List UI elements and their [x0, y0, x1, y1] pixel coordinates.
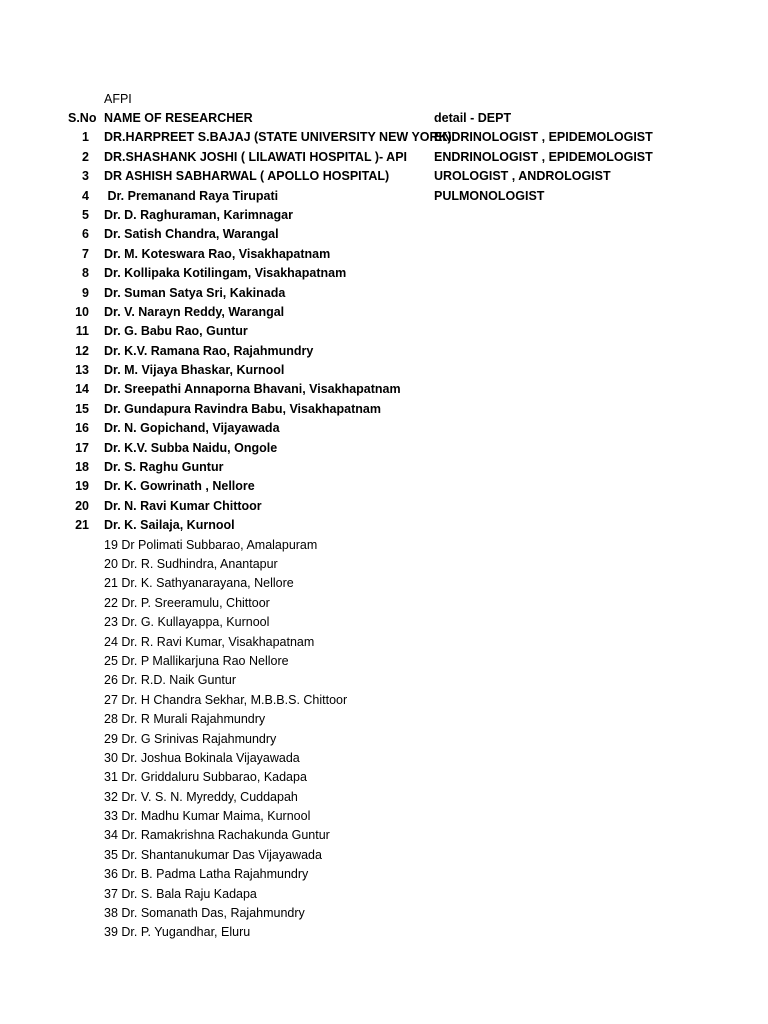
table-row: [0, 128, 768, 147]
row-number: 4: [82, 188, 89, 203]
list-item: [0, 865, 768, 884]
researcher-name: DR ASHISH SABHARWAL ( APOLLO HOSPITAL): [104, 169, 390, 184]
table-row: [0, 206, 768, 225]
researcher-name: Dr. Sreepathi Annaporna Bhavani, Visakhapatnam: [104, 382, 401, 397]
table-row: [0, 458, 768, 477]
list-item: [0, 671, 768, 690]
researcher-name: Dr. S. Raghu Guntur: [104, 460, 224, 475]
researcher-entry: 34 Dr. Ramakrishna Rachakunda Guntur: [104, 828, 330, 843]
researcher-entry: 26 Dr. R.D. Naik Guntur: [104, 673, 236, 688]
row-number: 3: [82, 169, 89, 184]
list-item: [0, 846, 768, 865]
researcher-entry: 35 Dr. Shantanukumar Das Vijayawada: [104, 847, 322, 862]
researcher-entry: 19 Dr Polimati Subbarao, Amalapuram: [104, 537, 318, 552]
row-number: 7: [82, 246, 89, 261]
researcher-dept: ENDRINOLOGIST , EPIDEMOLOGIST: [434, 130, 653, 145]
table-row: [0, 225, 768, 244]
table-row: [0, 497, 768, 516]
researcher-entry: 29 Dr. G Srinivas Rajahmundry: [104, 731, 277, 746]
row-number: 11: [75, 324, 89, 339]
list-item: [0, 613, 768, 632]
list-item: [0, 904, 768, 923]
table-row: [0, 516, 768, 535]
researcher-entry: 39 Dr. P. Yugandhar, Eluru: [104, 925, 251, 940]
row-number: 8: [82, 266, 89, 281]
researcher-dept: ENDRINOLOGIST , EPIDEMOLOGIST: [434, 149, 653, 164]
researcher-entry: 28 Dr. R Murali Rajahmundry: [104, 712, 266, 727]
header-name: NAME OF RESEARCHER: [104, 111, 253, 125]
researcher-name: Dr. N. Ravi Kumar Chittoor: [104, 498, 262, 513]
list-item: [0, 652, 768, 671]
row-number: 15: [75, 401, 89, 416]
row-number: 21: [75, 518, 89, 533]
researcher-entry: 21 Dr. K. Sathyanarayana, Nellore: [104, 576, 294, 591]
researcher-name: DR.HARPREET S.BAJAJ (STATE UNIVERSITY NEW YORK): [104, 130, 452, 145]
researcher-entry: 20 Dr. R. Sudhindra, Anantapur: [104, 556, 278, 571]
list-item: [0, 788, 768, 807]
list-item: [0, 555, 768, 574]
researcher-entry: 37 Dr. S. Bala Raju Kadapa: [104, 886, 257, 901]
row-number: 17: [75, 440, 89, 455]
list-item: [0, 749, 768, 768]
table-row: [0, 322, 768, 341]
list-item: [0, 691, 768, 710]
list-item: [0, 574, 768, 593]
table-row: [0, 439, 768, 458]
researcher-entry: 32 Dr. V. S. N. Myreddy, Cuddapah: [104, 789, 298, 804]
researcher-entry: 30 Dr. Joshua Bokinala Vijayawada: [104, 750, 300, 765]
row-number: 1: [82, 130, 89, 145]
list-item: [0, 807, 768, 826]
researcher-name: Dr. K. Sailaja, Kurnool: [104, 518, 235, 533]
row-number: 19: [75, 479, 89, 494]
row-number: 10: [75, 304, 89, 319]
table-row: [0, 245, 768, 264]
table-row: [0, 342, 768, 361]
row-number: 18: [75, 460, 89, 475]
researcher-name: Dr. D. Raghuraman, Karimnagar: [104, 207, 293, 222]
researcher-dept: PULMONOLOGIST: [434, 188, 545, 203]
list-item: [0, 594, 768, 613]
researcher-name: Dr. V. Narayn Reddy, Warangal: [104, 304, 285, 319]
researcher-name: Dr. Kollipaka Kotilingam, Visakhapatnam: [104, 266, 347, 281]
list-item: [0, 768, 768, 787]
list-item: [0, 730, 768, 749]
researcher-name: Dr. K.V. Ramana Rao, Rajahmundry: [104, 343, 314, 358]
table-row: [0, 400, 768, 419]
header-row: [0, 109, 768, 128]
researcher-entry: 24 Dr. R. Ravi Kumar, Visakhapatnam: [104, 634, 315, 649]
researcher-entry: 38 Dr. Somanath Das, Rajahmundry: [104, 906, 305, 921]
table-row: [0, 303, 768, 322]
researcher-name: Dr. K. Gowrinath , Nellore: [104, 479, 255, 494]
row-number: 5: [82, 207, 89, 222]
table-row: [0, 187, 768, 206]
researcher-name: Dr. K.V. Subba Naidu, Ongole: [104, 440, 278, 455]
header-sno: S.No: [68, 111, 97, 125]
row-number: 6: [82, 227, 89, 242]
table-row: [0, 477, 768, 496]
list-item: [0, 885, 768, 904]
researcher-name: DR.SHASHANK JOSHI ( LILAWATI HOSPITAL )- API: [104, 149, 408, 164]
list-item: [0, 923, 768, 942]
researcher-name: Dr. N. Gopichand, Vijayawada: [104, 421, 280, 436]
table-row: [0, 284, 768, 303]
list-item: [0, 536, 768, 555]
researcher-name: Dr. M. Koteswara Rao, Visakhapatnam: [104, 246, 331, 261]
researcher-list: [0, 109, 768, 943]
table-row: [0, 361, 768, 380]
researcher-entry: 23 Dr. G. Kullayappa, Kurnool: [104, 615, 270, 630]
researcher-name: Dr. M. Vijaya Bhaskar, Kurnool: [104, 363, 285, 378]
researcher-entry: 22 Dr. P. Sreeramulu, Chittoor: [104, 595, 270, 610]
table-row: [0, 419, 768, 438]
researcher-entry: 25 Dr. P Mallikarjuna Rao Nellore: [104, 653, 289, 668]
table-row: [0, 148, 768, 167]
researcher-entry: 27 Dr. H Chandra Sekhar, M.B.B.S. Chittoor: [104, 692, 348, 707]
table-row: [0, 380, 768, 399]
researcher-entry: 33 Dr. Madhu Kumar Maima, Kurnool: [104, 809, 311, 824]
list-item: [0, 633, 768, 652]
header-dept: detail - DEPT: [434, 111, 512, 125]
list-item: [0, 710, 768, 729]
researcher-entry: 31 Dr. Griddaluru Subbarao, Kadapa: [104, 770, 307, 785]
row-number: 20: [75, 498, 89, 513]
researcher-dept: UROLOGIST , ANDROLOGIST: [434, 169, 611, 184]
row-number: 16: [75, 421, 89, 436]
researcher-name: Dr. Satish Chandra, Warangal: [104, 227, 279, 242]
row-number: 13: [75, 363, 89, 378]
researcher-name: Dr. Gundapura Ravindra Babu, Visakhapatnam: [104, 401, 381, 416]
researcher-name: Dr. G. Babu Rao, Guntur: [104, 324, 248, 339]
researcher-entry: 36 Dr. B. Padma Latha Rajahmundry: [104, 867, 309, 882]
row-number: 12: [75, 343, 89, 358]
list-item: [0, 826, 768, 845]
row-number: 2: [82, 149, 89, 164]
researcher-name: Dr. Premanand Raya Tirupati: [104, 188, 279, 203]
row-number: 9: [82, 285, 89, 300]
table-row: [0, 264, 768, 283]
researcher-name: Dr. Suman Satya Sri, Kakinada: [104, 285, 286, 300]
table-row: [0, 167, 768, 186]
document-title: AFPI: [104, 92, 132, 106]
row-number: 14: [75, 382, 89, 397]
